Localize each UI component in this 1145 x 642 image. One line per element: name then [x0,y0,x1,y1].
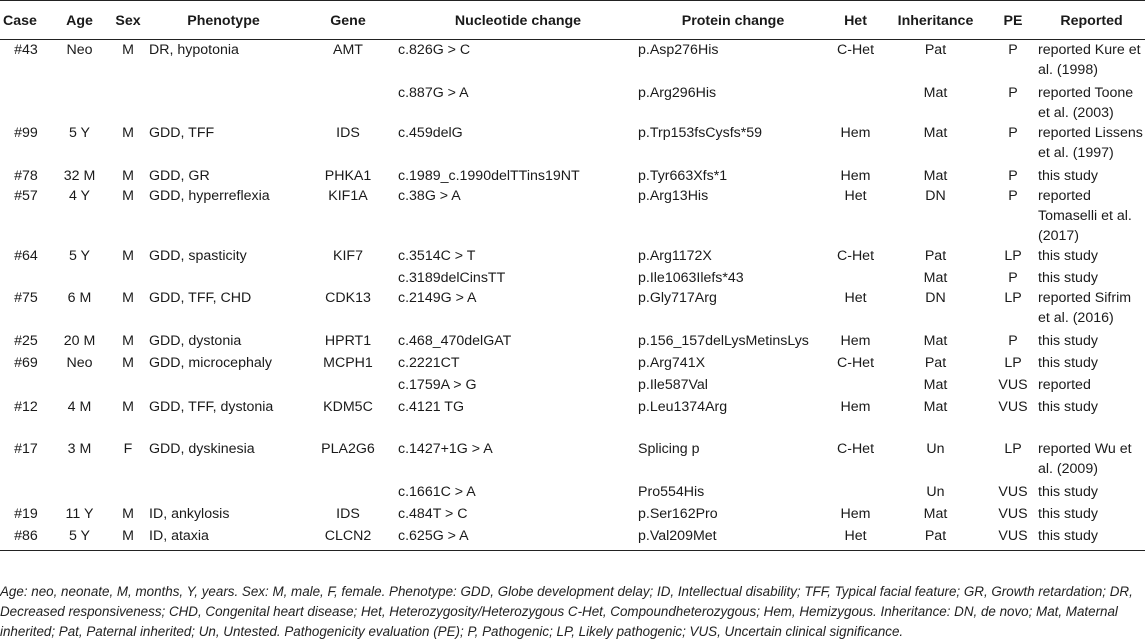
table-row [0,40,1145,83]
pe-cell: VUS [998,376,1028,393]
col-header-pe: PE [988,1,1038,40]
age-cell [52,482,107,504]
table-row [0,504,1145,526]
reported-cell: this study [1038,398,1098,415]
sex-cell: M [122,505,134,522]
reported-cell: this study [1038,505,1098,522]
pe-cell: P [1008,124,1018,141]
case-cell: #78 [14,167,38,184]
inheritance-cell: Mat [923,167,948,184]
case-cell [0,375,52,397]
het-cell: Hem [840,505,871,522]
het-cell [828,83,883,123]
table-footnote: Age: neo, neonate, M, months, Y, years. Sex: M, male, F, female. Phenotype: GDD, Globe development delay; ID, Intellectual disability; TFF, Typical facial feature; GR, Growth retardation; DR, Decreased responsiveness; CHD, Congenital heart disease; Het, Heterozygosity/Heterozygous C-Het, Compoundheterozygous; Hem, Hemizygous. Inheritance: DN, de novo; Mat, Maternal inherited; Pat, Paternal inherited; Un, Untested. Pathogenicity evaluation (PE); P, Pathogenic; LP, Likely pathogenic; VUS, Uncertain clinical significance. [0,584,1133,639]
reported-cell: this study [1038,247,1098,264]
gene-cell: HPRT1 [324,332,372,349]
sex-cell: F [123,440,133,457]
col-header-protein: Protein change [638,1,828,40]
inheritance-cell: Pat [924,247,947,264]
phenotype-cell [149,83,298,123]
pe-cell: P [1008,187,1018,204]
pe-cell: P [1008,84,1018,101]
sex-cell: M [122,124,134,141]
pe-cell: VUS [998,505,1028,522]
inheritance-cell: Mat [923,398,948,415]
age-cell: 5 Y [52,526,107,551]
col-header-nucleotide: Nucleotide change [398,1,638,40]
pe-cell: VUS [998,483,1028,500]
het-cell: Hem [840,167,871,184]
phenotype-cell: GDD, TFF, dystonia [149,398,274,415]
inheritance-cell: Mat [923,269,948,286]
nucleotide-cell: c.625G > A [398,526,638,551]
gene-cell [298,482,398,504]
gene-cell: CDK13 [325,289,371,306]
nucleotide-cell: c.484T > C [398,505,468,522]
reported-cell: reported Toone et al. (2003) [1038,84,1134,121]
phenotype-cell [149,268,298,288]
pe-cell: VUS [988,526,1038,551]
pe-cell: P [1008,332,1018,349]
case-cell: #19 [14,505,38,522]
age-cell: 3 M [67,440,92,457]
sex-cell: M [122,332,134,349]
het-cell: Hem [840,124,871,141]
nucleotide-cell: c.887G > A [398,84,469,101]
col-header-inheritance: Inheritance [883,1,988,40]
inheritance-cell: Mat [923,124,948,141]
inheritance-cell: Pat [883,526,988,551]
reported-cell: this study [1038,167,1098,184]
nucleotide-cell: c.1661C > A [398,483,476,500]
reported-cell: reported Sifrim et al. (2016) [1038,289,1132,326]
het-cell: Hem [840,398,871,415]
inheritance-cell: Mat [923,84,948,101]
nucleotide-cell: c.1427+1G > A [398,440,493,457]
het-cell: Het [844,289,867,306]
case-cell [0,268,52,288]
nucleotide-cell: c.1759A > G [398,376,477,393]
table-row [0,482,1145,504]
nucleotide-cell: c.2149G > A [398,289,477,306]
reported-cell: this study [1038,332,1098,349]
inheritance-cell: Mat [923,376,948,393]
table-row [0,375,1145,397]
protein-cell: p.Arg296His [638,84,717,101]
reported-cell: reported Wu et al. (2009) [1038,440,1132,477]
sex-cell: M [122,167,134,184]
age-cell [52,375,107,397]
phenotype-cell: GDD, TFF, CHD [149,289,252,306]
nucleotide-cell: c.459delG [398,124,463,141]
phenotype-cell: ID, ankylosis [149,505,230,522]
age-cell [52,83,107,123]
reported-cell: this study [1038,526,1145,551]
age-cell: 5 Y [68,124,91,141]
het-cell [828,268,883,288]
age-cell: 6 M [67,289,92,306]
het-cell [828,482,883,504]
sex-cell [107,375,149,397]
case-cell: #12 [14,398,38,415]
case-cell: #64 [14,247,38,264]
age-cell: Neo [66,42,93,58]
phenotype-cell: DR, hypotonia [149,42,239,58]
pe-cell: P [1008,167,1018,184]
case-cell: #57 [14,187,38,204]
header-row [0,1,1145,40]
table-row [0,166,1145,186]
col-header-gene: Gene [298,1,398,40]
het-cell: C-Het [836,354,875,371]
age-cell [52,268,107,288]
col-header-sex: Sex [107,1,149,40]
gene-cell [298,268,398,288]
gene-cell: AMT [333,42,363,58]
gene-cell: PLA2G6 [321,440,375,457]
inheritance-cell: Mat [923,332,948,349]
phenotype-cell [149,375,298,397]
table-body [0,40,1145,551]
inheritance-cell: Un [926,483,945,500]
sex-cell [107,83,149,123]
phenotype-cell: GDD, microcephaly [149,354,272,371]
gene-cell: IDS [336,505,360,522]
sex-cell: M [122,398,134,415]
het-cell: C-Het [836,440,875,457]
protein-cell: Splicing p [638,440,700,457]
sex-cell [107,268,149,288]
inheritance-cell: DN [925,289,946,306]
het-cell: C-Het [836,247,875,264]
case-cell: #86 [0,526,52,551]
case-cell: #43 [14,42,38,58]
inheritance-cell: Un [926,440,945,457]
col-header-reported: Reported [1038,1,1145,40]
case-cell [0,83,52,123]
phenotype-cell [149,482,298,504]
protein-cell: p.Ser162Pro [638,505,718,522]
het-cell [828,375,883,397]
table-row [0,246,1145,268]
pe-cell: LP [1004,247,1022,264]
nucleotide-cell: c.826G > C [398,42,471,58]
nucleotide-cell: c.468_470delGAT [398,332,512,349]
table-row [0,268,1145,288]
protein-cell: p.Gly717Arg [638,289,717,306]
inheritance-cell: Mat [923,505,948,522]
gene-cell [298,375,398,397]
col-header-case: Case [0,1,52,40]
case-cell: #75 [14,289,38,306]
gene-cell: PHKA1 [324,167,372,184]
sex-cell: M [122,354,134,371]
het-cell: Het [828,526,883,551]
table-row [0,288,1145,331]
phenotype-cell: GDD, dystonia [149,332,242,349]
age-cell: 4 M [67,398,92,415]
gene-cell: IDS [336,124,360,141]
gene-cell: MCPH1 [323,354,373,371]
reported-cell: this study [1038,483,1098,500]
age-cell: Neo [66,354,93,371]
case-cell [0,482,52,504]
table-row [0,186,1145,246]
case-cell: #25 [14,332,38,349]
table-row [0,123,1145,166]
inheritance-cell: Pat [924,354,947,371]
age-cell: 32 M [63,167,96,184]
table-row [0,526,1145,551]
sex-cell: M [107,526,149,551]
nucleotide-cell: c.1989_c.1990delTTins19NT [398,167,580,184]
reported-cell: reported Tomaselli et al. (2017) [1038,187,1132,244]
nucleotide-cell: c.3189delCinsTT [398,269,506,286]
sex-cell: M [122,42,134,58]
pe-cell: LP [1004,354,1022,371]
pe-cell: VUS [998,398,1028,415]
het-cell: C-Het [836,42,875,58]
case-cell: #99 [14,124,38,141]
nucleotide-cell: c.3514C > T [398,247,476,264]
nucleotide-cell: c.38G > A [398,187,461,204]
table-row [0,83,1145,123]
phenotype-cell: GDD, dyskinesia [149,440,255,457]
gene-cell: KDM5C [323,398,373,415]
age-cell: 11 Y [65,505,94,522]
table-row [0,439,1145,482]
reported-cell: reported Kure et al. (1998) [1038,42,1141,78]
age-cell: 20 M [63,332,96,349]
gene-cell: KIF7 [333,247,363,264]
phenotype-cell: ID, ataxia [149,526,298,551]
age-cell: 5 Y [68,247,91,264]
reported-cell: this study [1038,354,1098,371]
inheritance-cell: DN [925,187,946,204]
protein-cell: p.Arg741X [638,354,706,371]
gene-cell: CLCN2 [298,526,398,551]
protein-cell: p.Ile587Val [638,376,708,393]
protein-cell: p.Trp153fsCysfs*59 [638,124,763,141]
nucleotide-cell: c.2221CT [398,354,460,371]
protein-cell: p.156_157delLysMetinsLys [638,332,809,349]
protein-cell: p.Asp276His [638,42,719,58]
sex-cell: M [122,289,134,306]
reported-cell: reported Lissens et al. (1997) [1038,124,1143,161]
pe-cell: LP [1004,289,1022,306]
phenotype-cell: GDD, spasticity [149,247,247,264]
gene-cell: KIF1A [328,187,368,204]
phenotype-cell: GDD, GR [149,167,210,184]
protein-cell: p.Arg13His [638,187,709,204]
age-cell: 4 Y [68,187,91,204]
col-header-phenotype: Phenotype [149,1,298,40]
protein-cell: Pro554His [638,483,705,500]
reported-cell: this study [1038,269,1098,286]
sex-cell [107,482,149,504]
het-cell: Hem [840,332,871,349]
protein-cell: p.Val209Met [638,526,828,551]
gene-cell [298,83,398,123]
pe-cell: LP [1004,440,1022,457]
sex-cell: M [122,247,134,264]
pe-cell: P [1008,42,1018,58]
protein-cell: p.Leu1374Arg [638,398,728,415]
inheritance-cell: Pat [924,42,947,58]
protein-cell: p.Tyr663Xfs*1 [638,167,728,184]
col-header-het: Het [828,1,883,40]
phenotype-cell: GDD, hyperreflexia [149,187,270,204]
protein-cell: p.Ile1063Ilefs*43 [638,269,744,286]
phenotype-cell: GDD, TFF [149,124,215,141]
col-header-age: Age [52,1,107,40]
table-row [0,353,1145,375]
pe-cell: P [1008,269,1018,286]
reported-cell: reported [1038,376,1091,393]
case-cell: #17 [14,440,38,457]
nucleotide-cell: c.4121 TG [398,398,464,415]
sex-cell: M [122,187,134,204]
het-cell: Het [844,187,867,204]
case-cell: #69 [14,354,38,371]
table-row [0,331,1145,353]
table-row [0,397,1145,439]
protein-cell: p.Arg1172X [638,247,712,264]
